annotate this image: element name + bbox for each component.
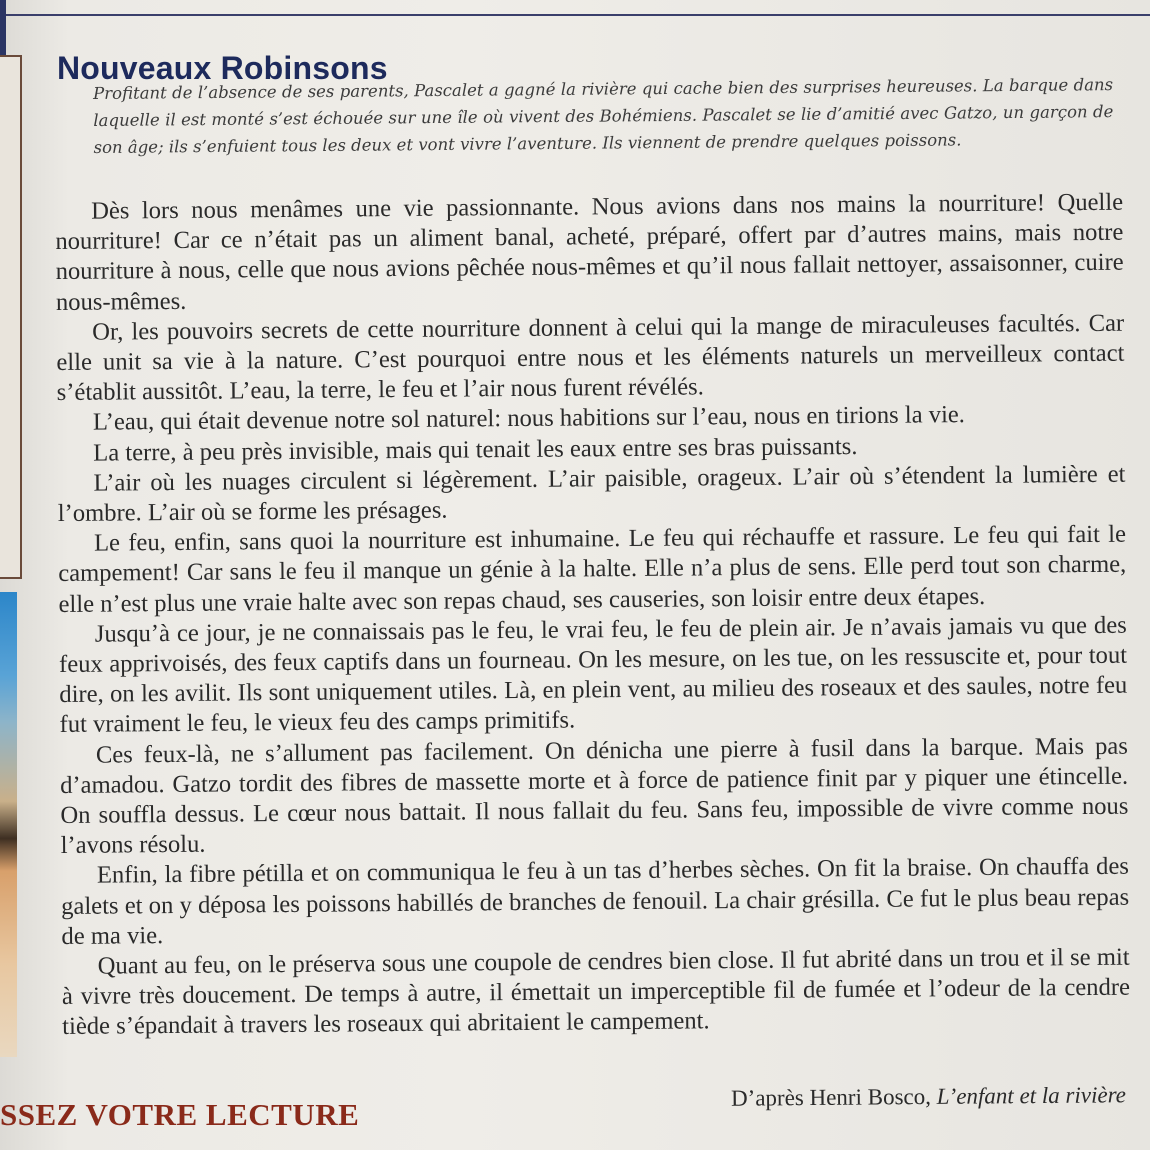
- top-rule: [0, 14, 1150, 16]
- paragraph: L’air où les nuages circulent si légèrement. L’air paisible, orageux. L’air où s’étendent la lumière et l’ombre. L’air où se forme les présages.: [57, 460, 1126, 528]
- paragraph: Dès lors nous menâmes une vie passionnante. Nous avions dans nos mains la nourriture! Quelle nourriture! Car ce n’était pas un aliment banal, acheté, préparé, offert par d’autres mains, mais notre nourriture à nous, celle que nous avions pêchée nous-mêmes et qu’il nous fallait nettoyer, assaisonner, cuire nous-mêmes.: [55, 188, 1124, 316]
- credit-prefix: D’après Henri Bosco,: [730, 1083, 937, 1111]
- paragraph: L’eau, qui était devenue notre sol naturel: nous habitions sur l’eau, nous en tirions la vie.: [92, 401, 966, 437]
- story-text: [55, 188, 1130, 1043]
- left-margin-frame: [0, 55, 22, 579]
- source-credit: [731, 1082, 1126, 1111]
- paragraph: Ces feux-là, ne s’allument pas facilement. On dénicha une pierre à fusil dans la barque. Mais pas d’amadou. Gatzo tordit des fibres de massette morte et à force de patience finit par y piquer une étincelle. On souffla dessus. Le cœur nous battait. Il nous fallait du feu. Sans feu, impossible de vivre comme nous l’avons résolu.: [60, 732, 1129, 860]
- section-heading: SSEZ VOTRE LECTURE: [0, 1097, 360, 1132]
- paragraph: Or, les pouvoirs secrets de cette nourriture donnent à celui qui la mange de miraculeuses facultés. Car elle unit sa vie à la nature. C’est pourquoi entre nous et les éléments naturels un merveilleux contact s’établit aussitôt. L’eau, la terre, le feu et l’air nous furent révélés.: [56, 309, 1125, 407]
- paragraph: Jusqu’à ce jour, je ne connaissais pas le feu, le vrai feu, le feu de plein air. Je n’avais jamais vu que des feux apprivoisés, des feux captifs dans un fourneau. On les mesure, on les tue, on les ressuscite et, pour tout dire, on les avilit. Ils sont uniquement utiles. Là, en plein vent, au milieu des roseaux et des saules, notre feu fut vraiment le feu, le vieux feu des camps primitifs.: [58, 611, 1128, 739]
- intro-summary: Profitant de l’absence de ses parents, Pascalet a gagné la rivière qui cache bien des surprises heureuses. La barque dans laquelle il est monté s’est échouée sur une île où vivent des Bohémiens. Pascalet se lie d’amitié avec Gatzo, un garçon de son âge; ils s’enfuient tous les deux et vont vivre l’aventure. Ils viennent de prendre quelques poissons.: [93, 75, 1114, 157]
- page-title: Nouveaux Robinsons: [57, 50, 388, 86]
- credit-work-title: L’enfant et la rivière: [936, 1082, 1127, 1109]
- paragraph: Enfin, la fibre pétilla et on communiqua le feu à un tas d’herbes sèches. On fit la braise. On chauffa des galets et on y déposa les poissons habillés de branches de fenouil. La chair grésilla. Ce fut le plus beau repas de ma vie.: [61, 853, 1130, 950]
- paragraph: Quant au feu, on le préserva sous une coupole de cendres bien close. Il fut abrité dans un trou et il se mit à vivre très doucement. De temps à autre, il émettait un imperceptible fil de fumée et l’odeur de la cendre tiède s’épandait à travers les roseaux qui abritaient le campement.: [61, 943, 1131, 1041]
- left-margin-photo: [0, 592, 17, 1057]
- paragraph: La terre, à peu près invisible, mais qui tenait les eaux entre ses bras puissants.: [93, 432, 858, 467]
- paragraph: Le feu, enfin, sans quoi la nourriture est inhumaine. Le feu qui réchauffe et rassure. Le feu qui fait le campement! Car sans le feu il manque un génie à la halte. Elle n’a plus de sens. Elle perd tout son charme, elle n’est plus une vraie halte avec son repas chaud, ses causeries, son loisir entre deux étapes.: [58, 520, 1127, 618]
